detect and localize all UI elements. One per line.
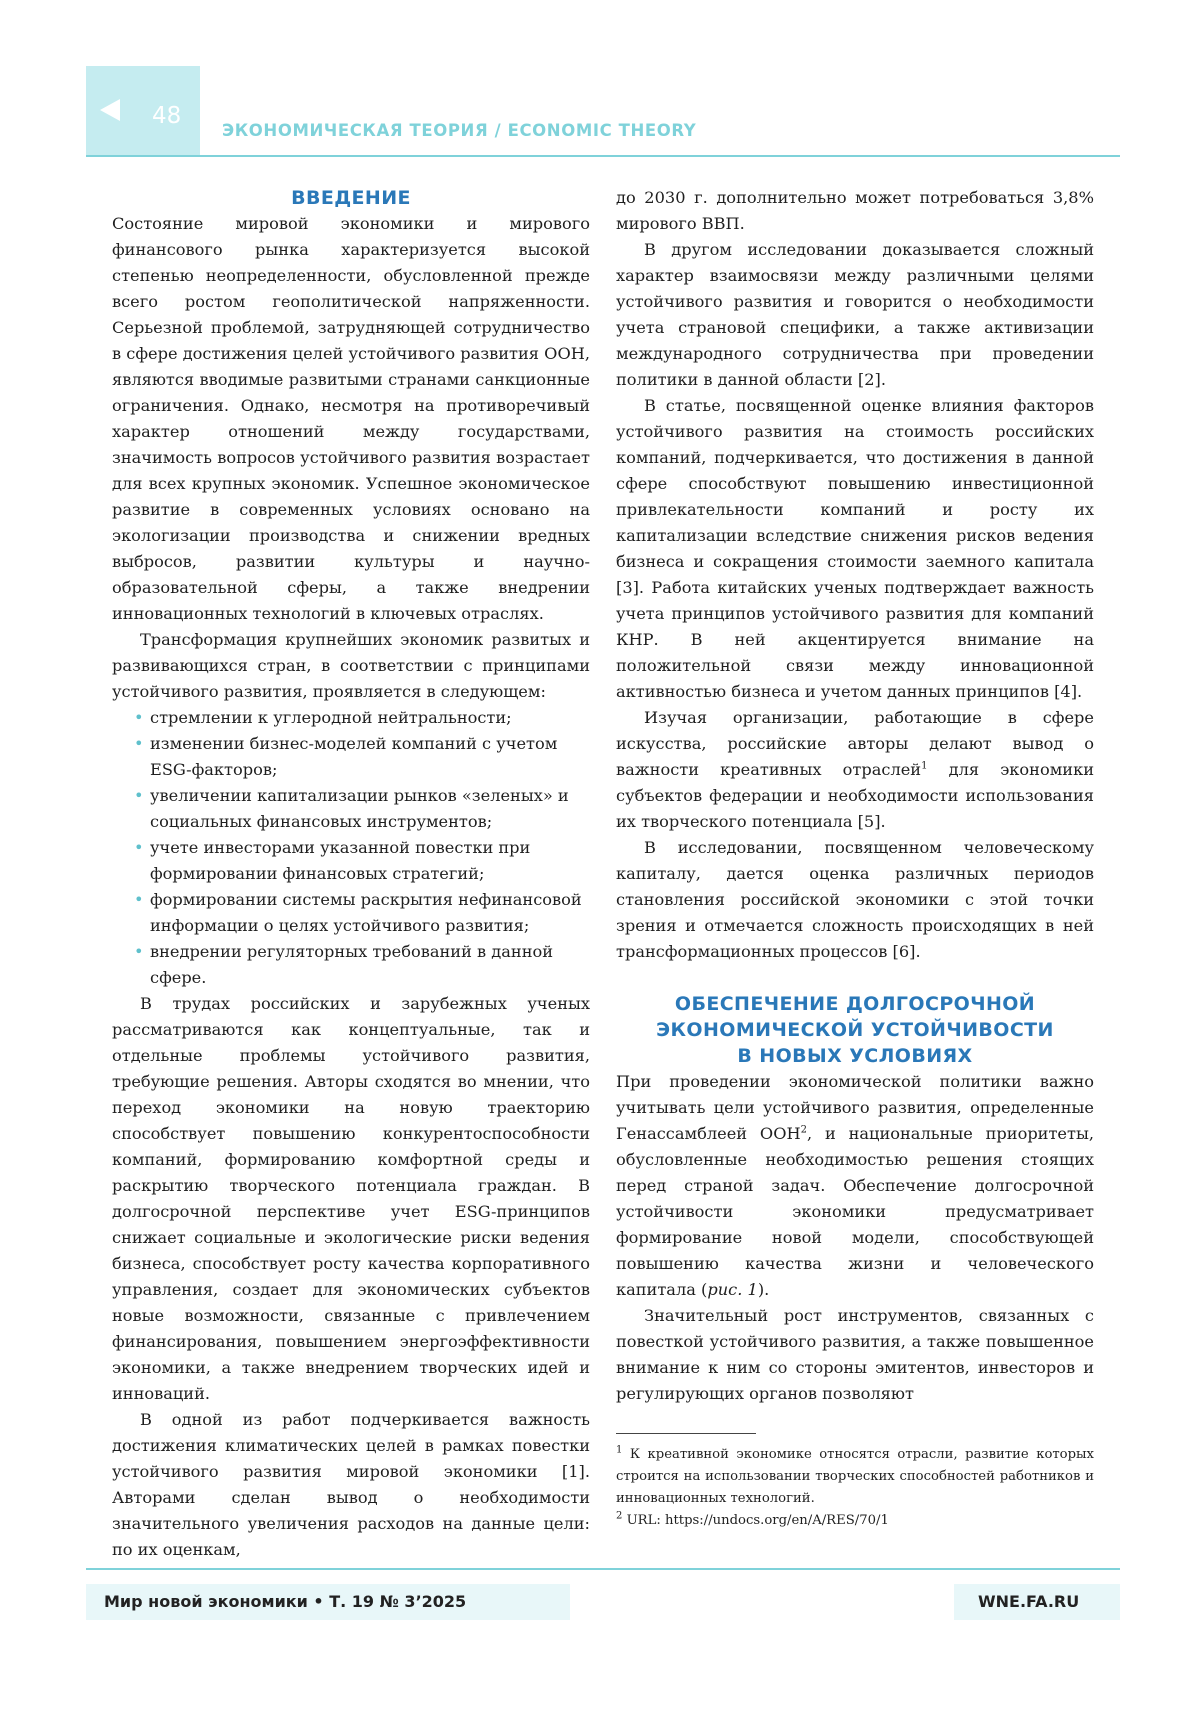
site-link[interactable]: WNE.FA.RU: [978, 1592, 1080, 1611]
footnote-divider: [616, 1433, 756, 1434]
site-footer[interactable]: [954, 1584, 1120, 1620]
list-item: • внедрении регуляторных требований в данной сфере.: [112, 939, 590, 991]
footnote-ref[interactable]: 2: [800, 1124, 807, 1136]
bullet-icon: •: [134, 786, 144, 805]
paragraph: В трудах российских и зарубежных ученых рассматриваются как концептуальные, так и отдельные проблемы устойчивого развития, требующие решения. Авторы сходятся во мнении, что переход экономики на новую траекторию способствует повышению конкурентоспособности компаний, формированию комфортной среды и раскрытию творческого потенциала граждан. В долгосрочной перспективе учет ESG-принципов снижает социальные и экологические риски ведения бизнеса, способствует росту качества корпоративного управления, создает для экономических субъектов новые возможности, связанные с привлечением финансирования, повышением энергоэффективности экономики, а также внедрением творческих идей и инноваций.: [112, 994, 590, 1403]
paragraph: Изучая организации, работающие в сфере искусства, российские авторы делают вывод о важности креативных отраслей$^1$ для экономики субъектов федерации и необходимости использования их творческого потенциала [5].: [616, 708, 1094, 831]
paragraph: Значительный рост инструментов, связанных с повесткой устойчивого развития, а также повышенное внимание к ним со стороны эмитентов, инвесторов и регулирующих органов позволяют: [616, 1306, 1094, 1403]
footnote-ref[interactable]: 1: [921, 760, 928, 772]
paragraph: В одной из работ подчеркивается важность достижения климатических целей в рамках повестки устойчивого развития мировой экономики [1]. Авторами сделан вывод о необходимости значительного увеличения расходов на данные цели: по их оценкам,: [112, 1410, 590, 1559]
section-heading: ОБЕСПЕЧЕНИЕ ДОЛГОСРОЧНОЙ ЭКОНОМИЧЕСКОЙ УСТОЙЧИВОСТИ В НОВЫХ УСЛОВИЯХ: [656, 993, 1054, 1067]
list-item: • учете инвесторами указанной повестки при формировании финансовых стратегий;: [112, 835, 590, 887]
paragraph: В исследовании, посвященном человеческому капиталу, дается оценка различных периодов становления российской экономики с этой точки зрения и отмечается сложность происходящих в ней трансформационных процессов [6].: [616, 838, 1094, 961]
paragraph: В другом исследовании доказывается сложный характер взаимосвязи между различными целями устойчивого развития и говорится о необходимости учета страновой специфики, а также активизации международного сотрудничества при проведении политики в данной области [2].: [616, 240, 1094, 389]
page-number: 48: [152, 103, 182, 129]
list-item: • формировании системы раскрытия нефинансовой информации о целях устойчивого развития;: [112, 887, 590, 939]
journal-footer: [86, 1584, 570, 1620]
footnote: $^2$ URL: https://undocs.org/en/A/RES/70/1: [616, 1510, 889, 1528]
back-arrow-icon[interactable]: [100, 99, 120, 121]
footer-divider: [86, 1568, 1120, 1570]
page-tab: [86, 66, 200, 156]
introduction-heading: ВВЕДЕНИЕ: [291, 187, 411, 209]
bullet-icon: •: [134, 734, 144, 753]
paragraph: Состояние мировой экономики и мирового финансового рынка характеризуется высокой степенью неопределенности, обусловленной прежде всего ростом геополитической напряженности. Серьезной проблемой, затрудняющей сотрудничество в сфере достижения целей устойчивого развития ООН, являются вводимые развитыми странами санкционные ограничения. Однако, несмотря на противоречивый характер отношений между государствами, значимость вопросов устойчивого развития возрастает для всех крупных экономик. Успешное экономическое развитие в современных условиях основано на экологизации производства и снижении вредных выбросов, развитии культуры и научно-образовательной сферы, а также внедрении инновационных технологий в ключевых отраслях.: [112, 214, 590, 623]
paragraph: В статье, посвященной оценке влияния факторов устойчивого развития на стоимость российских компаний, подчеркивается, что достижения в данной сфере способствуют повышению инвестиционной привлекательности компаний и росту их капитализации вследствие снижения рисков ведения бизнеса и сокращения стоимости заемного капитала [3]. Работа китайских ученых подтверждает важность учета принципов устойчивого развития для компаний КНР. В ней акцентируется внимание на положительной связи между инновационной активностью бизнеса и учетом данных принципов [4].: [616, 396, 1094, 701]
bullet-icon: •: [134, 708, 144, 727]
figure-ref[interactable]: рис. 1: [707, 1280, 758, 1299]
header-divider: [86, 155, 1120, 157]
left-column: [112, 185, 590, 1563]
footnote: $^1$ К креативной экономике относятся отрасли, развитие которых строится на использовании творческих способностей работников и инновационных технологий.: [616, 1444, 1094, 1506]
bullet-icon: •: [134, 838, 144, 857]
list-item: • изменении бизнес-моделей компаний с учетом ESG-факторов;: [112, 731, 590, 783]
bullet-icon: •: [134, 890, 144, 909]
list-item: • увеличении капитализации рынков «зеленых» и социальных финансовых инструментов;: [112, 783, 590, 835]
list-item: • стремлении к углеродной нейтральности;: [112, 705, 590, 731]
paragraph: до 2030 г. дополнительно может потребоваться 3,8% мирового ВВП.: [616, 188, 1094, 233]
journal-title: Мир новой экономики • Т. 19 № 3’2025: [104, 1592, 467, 1611]
paragraph: Трансформация крупнейших экономик развитых и развивающихся стран, в соответствии с принципами устойчивого развития, проявляется в следующем:: [112, 630, 590, 701]
right-column: [616, 185, 1094, 1532]
paragraph: При проведении экономической политики важно учитывать цели устойчивого развития, определенные Генассамблеей ООН$^2$, и национальные приоритеты, обусловленные необходимостью решения стоящих перед страной задач. Обеспечение долгосрочной устойчивости экономики предусматривает формирование новой модели, способствующей повышению качества жизни и человеческого капитала (рис. 1).: [616, 1072, 1094, 1299]
section-rubric: ЭКОНОМИЧЕСКАЯ ТЕОРИЯ / ECONOMIC THEORY: [222, 121, 697, 140]
bullet-icon: •: [134, 942, 144, 961]
